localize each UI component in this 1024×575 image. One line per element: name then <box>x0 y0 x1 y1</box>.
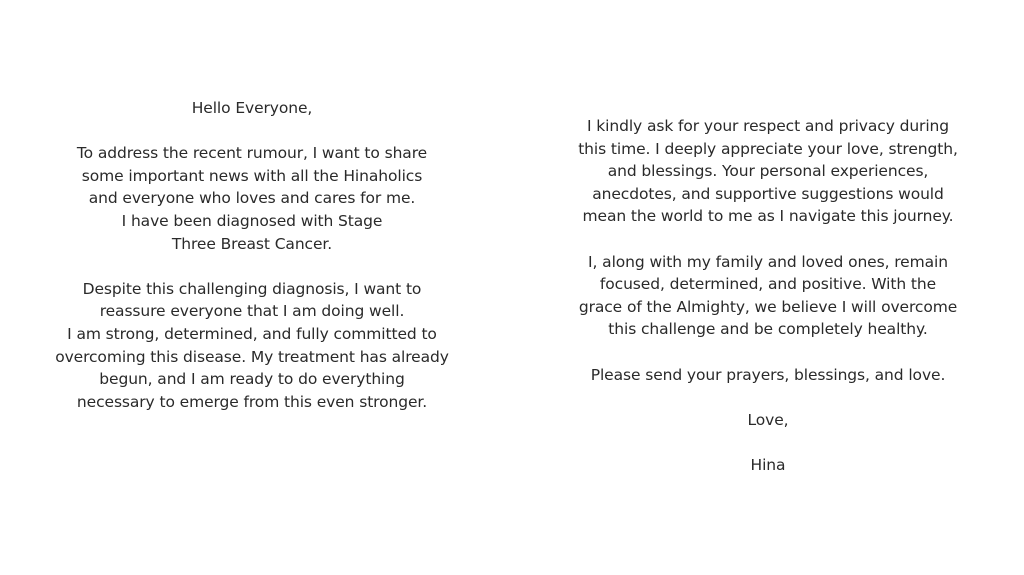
privacy-request-paragraph <box>560 115 976 228</box>
text-line: grace of the Almighty, we believe I will overcome <box>578 297 958 316</box>
text-line: To address the recent rumour, I want to share <box>76 144 428 163</box>
announcement-paragraph <box>40 142 464 255</box>
reassurance-paragraph <box>40 278 464 414</box>
text-line: and blessings. Your personal experiences, <box>607 162 929 181</box>
sign-off: Love, <box>747 410 789 429</box>
text-line: this time. I deeply appreciate your love, strength, <box>578 139 958 158</box>
paragraph-gap <box>560 386 976 409</box>
text-line: and everyone who loves and cares for me. <box>88 189 416 208</box>
text-line: this challenge and be completely healthy. <box>608 320 928 339</box>
text-line: I am strong, determined, and fully committed to <box>67 324 437 343</box>
closing-request: Please send your prayers, blessings, and love. <box>590 365 946 384</box>
text-line: begun, and I am ready to do everything <box>99 370 405 389</box>
letter-right-column <box>560 115 976 477</box>
text-line: I, along with my family and loved ones, remain <box>588 252 948 271</box>
text-line: necessary to emerge from this even stronger. <box>76 392 428 411</box>
text-line: reassure everyone that I am doing well. <box>99 302 405 321</box>
paragraph-gap <box>40 120 464 143</box>
signature: Hina <box>750 455 786 474</box>
paragraph-gap <box>560 431 976 454</box>
text-line: mean the world to me as I navigate this journey. <box>582 207 954 226</box>
paragraph-gap <box>560 228 976 251</box>
text-line: anecdotes, and supportive suggestions would <box>592 184 944 203</box>
text-line: Three Breast Cancer. <box>171 234 333 253</box>
paragraph-gap <box>560 341 976 364</box>
family-paragraph <box>560 251 976 341</box>
text-line: I kindly ask for your respect and privacy during <box>587 117 949 135</box>
paragraph-gap <box>40 255 464 278</box>
text-line: some important news with all the Hinaholics <box>81 166 423 185</box>
text-line: I have been diagnosed with Stage <box>121 211 383 230</box>
text-line: overcoming this disease. My treatment has already <box>55 347 449 366</box>
text-line: Despite this challenging diagnosis, I want to <box>82 279 422 298</box>
letter-left-column <box>40 97 464 413</box>
greeting: Hello Everyone, <box>191 99 313 117</box>
text-line: focused, determined, and positive. With the <box>599 275 937 294</box>
